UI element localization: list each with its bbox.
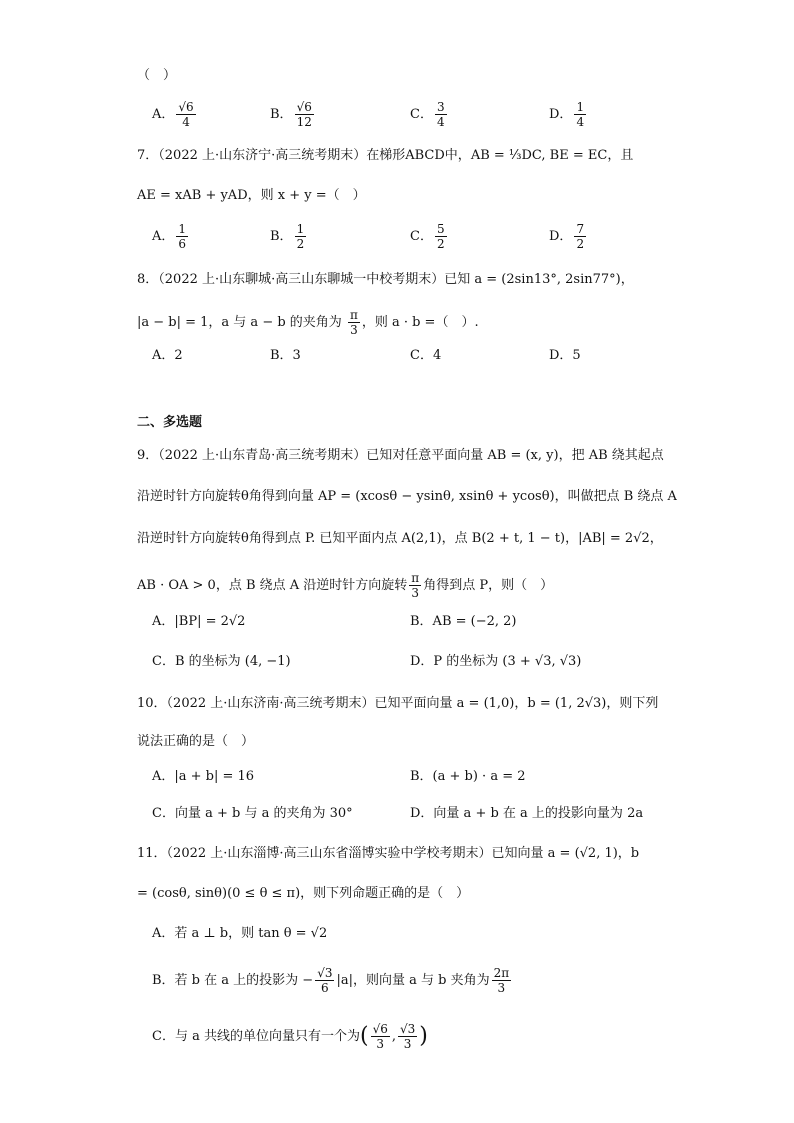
numerator: 7	[576, 222, 585, 236]
q7-stem-line2: AE = xAB + yAD，则 x + y =（ ）	[137, 188, 366, 203]
numerator: √6	[372, 1022, 388, 1036]
q10-stem-line1: 10．（2022 上·山东济南·高三统考期末）已知平面向量 a = (1,0)，b = (1, 2√3)，则下列	[137, 696, 659, 711]
fraction	[435, 222, 447, 251]
option-text: B．若 b 在 a 上的投影为 −	[152, 973, 314, 988]
fraction	[295, 222, 307, 251]
denominator: 3	[403, 1037, 412, 1051]
denominator: 3	[350, 323, 358, 337]
option-label: B．	[270, 229, 293, 244]
q11-option-c[interactable]: C．与 a 共线的单位向量只有一个为( $\frac{√6}{3}$ , $\frac{√3}{3}$ )	[152, 1022, 428, 1051]
denominator: 6	[178, 237, 187, 251]
q6-option-a[interactable]	[152, 100, 198, 129]
q9-stem-line4	[137, 571, 714, 600]
q7-option-c[interactable]	[410, 222, 449, 251]
q8-stem-part: ，则 a · b =（ ）.	[361, 315, 479, 330]
numerator: 3	[436, 100, 445, 114]
denominator: 4	[436, 115, 445, 129]
q7-stem-line1	[137, 146, 714, 166]
fraction	[398, 1022, 417, 1051]
q8-option-d[interactable]: D．5	[549, 348, 581, 363]
q8-stem-part: |a − b| = 1，a 与 a − b 的夹角为	[137, 315, 346, 330]
option-label: D．	[549, 107, 573, 122]
fraction	[176, 100, 195, 129]
option-label: A．	[152, 107, 175, 122]
q7-stem: 7．（2022 上·山东济宁·高三统考期末）在梯形ABCD中，	[137, 148, 471, 163]
denominator: 4	[576, 115, 585, 129]
numerator: 1	[178, 222, 187, 236]
q10-option-a[interactable]: A．|a + b| = 16	[152, 769, 255, 784]
q7-option-b[interactable]	[270, 222, 308, 251]
q9-stem-line2: 沿逆时针方向旋转θ角得到向量 AP = (xcosθ − ysinθ, xsinθ + ycosθ)，叫做把点 B 绕点 A	[137, 489, 677, 504]
option-text: |a|，则向量 a 与 b 夹角为	[336, 973, 490, 988]
option-label: C．	[410, 107, 433, 122]
q8-option-a[interactable]: A．2	[152, 348, 183, 363]
denominator: 2	[296, 237, 305, 251]
option-label: B．	[270, 107, 293, 122]
q7-option-a[interactable]	[152, 222, 190, 251]
q9-stem-part: 角得到点 P，则（ ）	[423, 578, 554, 593]
fraction	[348, 308, 360, 337]
q8-stem-line1: 8．（2022 上·山东聊城·高三山东聊城一中校考期末）已知 a = (2sin13°, 2sin77°)，	[137, 272, 634, 287]
q7-condition: AB = ⅓DC, BE = EC，且	[470, 148, 634, 163]
q10-option-c[interactable]: C．向量 a + b 与 a 的夹角为 30°	[152, 806, 353, 821]
q9-option-c[interactable]: C．B 的坐标为 (4, −1)	[152, 654, 291, 669]
q11-option-b[interactable]	[152, 966, 513, 995]
q6-option-d[interactable]	[549, 100, 588, 129]
option-text: C．与 a 共线的单位向量只有一个为	[152, 1029, 360, 1044]
denominator: 3	[497, 981, 506, 995]
numerator: √3	[317, 966, 333, 980]
q8-option-b[interactable]: B．3	[270, 348, 301, 363]
numerator: 2π	[493, 966, 510, 980]
q8-option-c[interactable]: C．4	[410, 348, 442, 363]
fraction	[409, 571, 421, 600]
fraction	[371, 1022, 390, 1051]
option-label: C．	[410, 229, 433, 244]
numerator: π	[349, 308, 358, 322]
q7-option-d[interactable]	[549, 222, 588, 251]
paren-right: )	[419, 1023, 428, 1049]
fraction	[295, 100, 314, 129]
q9-option-a[interactable]: A．|BP| = 2√2	[152, 614, 246, 629]
fraction	[176, 222, 188, 251]
paren-left: (	[359, 1023, 369, 1049]
numerator: 5	[436, 222, 445, 236]
numerator: π	[411, 571, 420, 585]
q10-stem-line2: 说法正确的是（ ）	[137, 734, 255, 749]
fraction	[574, 222, 586, 251]
numerator: 1	[296, 222, 305, 236]
fraction	[315, 966, 334, 995]
numerator: √3	[399, 1022, 416, 1036]
numerator: √6	[178, 100, 194, 114]
q8-stem-line2	[137, 308, 714, 337]
fraction	[574, 100, 586, 129]
q10-option-d[interactable]: D．向量 a + b 在 a 上的投影向量为 2a	[410, 806, 644, 821]
q11-stem-line1: 11．（2022 上·山东淄博·高三山东省淄博实验中学校考期末）已知向量 a = (√2, 1)，b	[137, 846, 640, 861]
section-heading-multiple-choice: 二、多选题	[137, 415, 203, 430]
q6-paren: （ ）	[137, 68, 177, 83]
q6-option-b[interactable]	[270, 100, 316, 129]
numerator: 1	[576, 100, 585, 114]
q9-stem-part: AB · OA > 0，点 B 绕点 A 沿逆时针方向旋转	[137, 578, 408, 593]
q6-option-c[interactable]	[410, 100, 449, 129]
numerator: √6	[296, 100, 312, 114]
option-label: D．	[549, 229, 573, 244]
option-label: A．	[152, 229, 175, 244]
denominator: 3	[376, 1037, 385, 1051]
q9-option-b[interactable]: B．AB = (−2, 2)	[410, 614, 517, 629]
fraction	[435, 100, 447, 129]
denominator: 6	[321, 981, 329, 995]
q9-stem-line1: 9．（2022 上·山东青岛·高三统考期末）已知对任意平面向量 AB = (x, y)，把 AB 绕其起点	[137, 448, 664, 463]
q10-option-b[interactable]: B．(a + b) · a = 2	[410, 769, 526, 784]
denominator: 4	[182, 115, 190, 129]
q9-stem-line3: 沿逆时针方向旋转θ角得到点 P. 已知平面内点 A(2,1)，点 B(2 + t, 1 − t)，|AB| = 2√2，	[137, 531, 663, 546]
denominator: 12	[296, 115, 312, 129]
denominator: 3	[411, 586, 420, 600]
fraction	[492, 966, 512, 995]
q9-option-d[interactable]: D．P 的坐标为 (3 + √3, √3)	[410, 654, 582, 669]
q11-stem-line2: = (cosθ, sinθ)(0 ≤ θ ≤ π)，则下列命题正确的是（ ）	[137, 886, 470, 901]
denominator: 2	[436, 237, 445, 251]
denominator: 2	[576, 237, 585, 251]
q11-option-a[interactable]: A．若 a ⊥ b，则 tan θ = √2	[152, 926, 328, 941]
